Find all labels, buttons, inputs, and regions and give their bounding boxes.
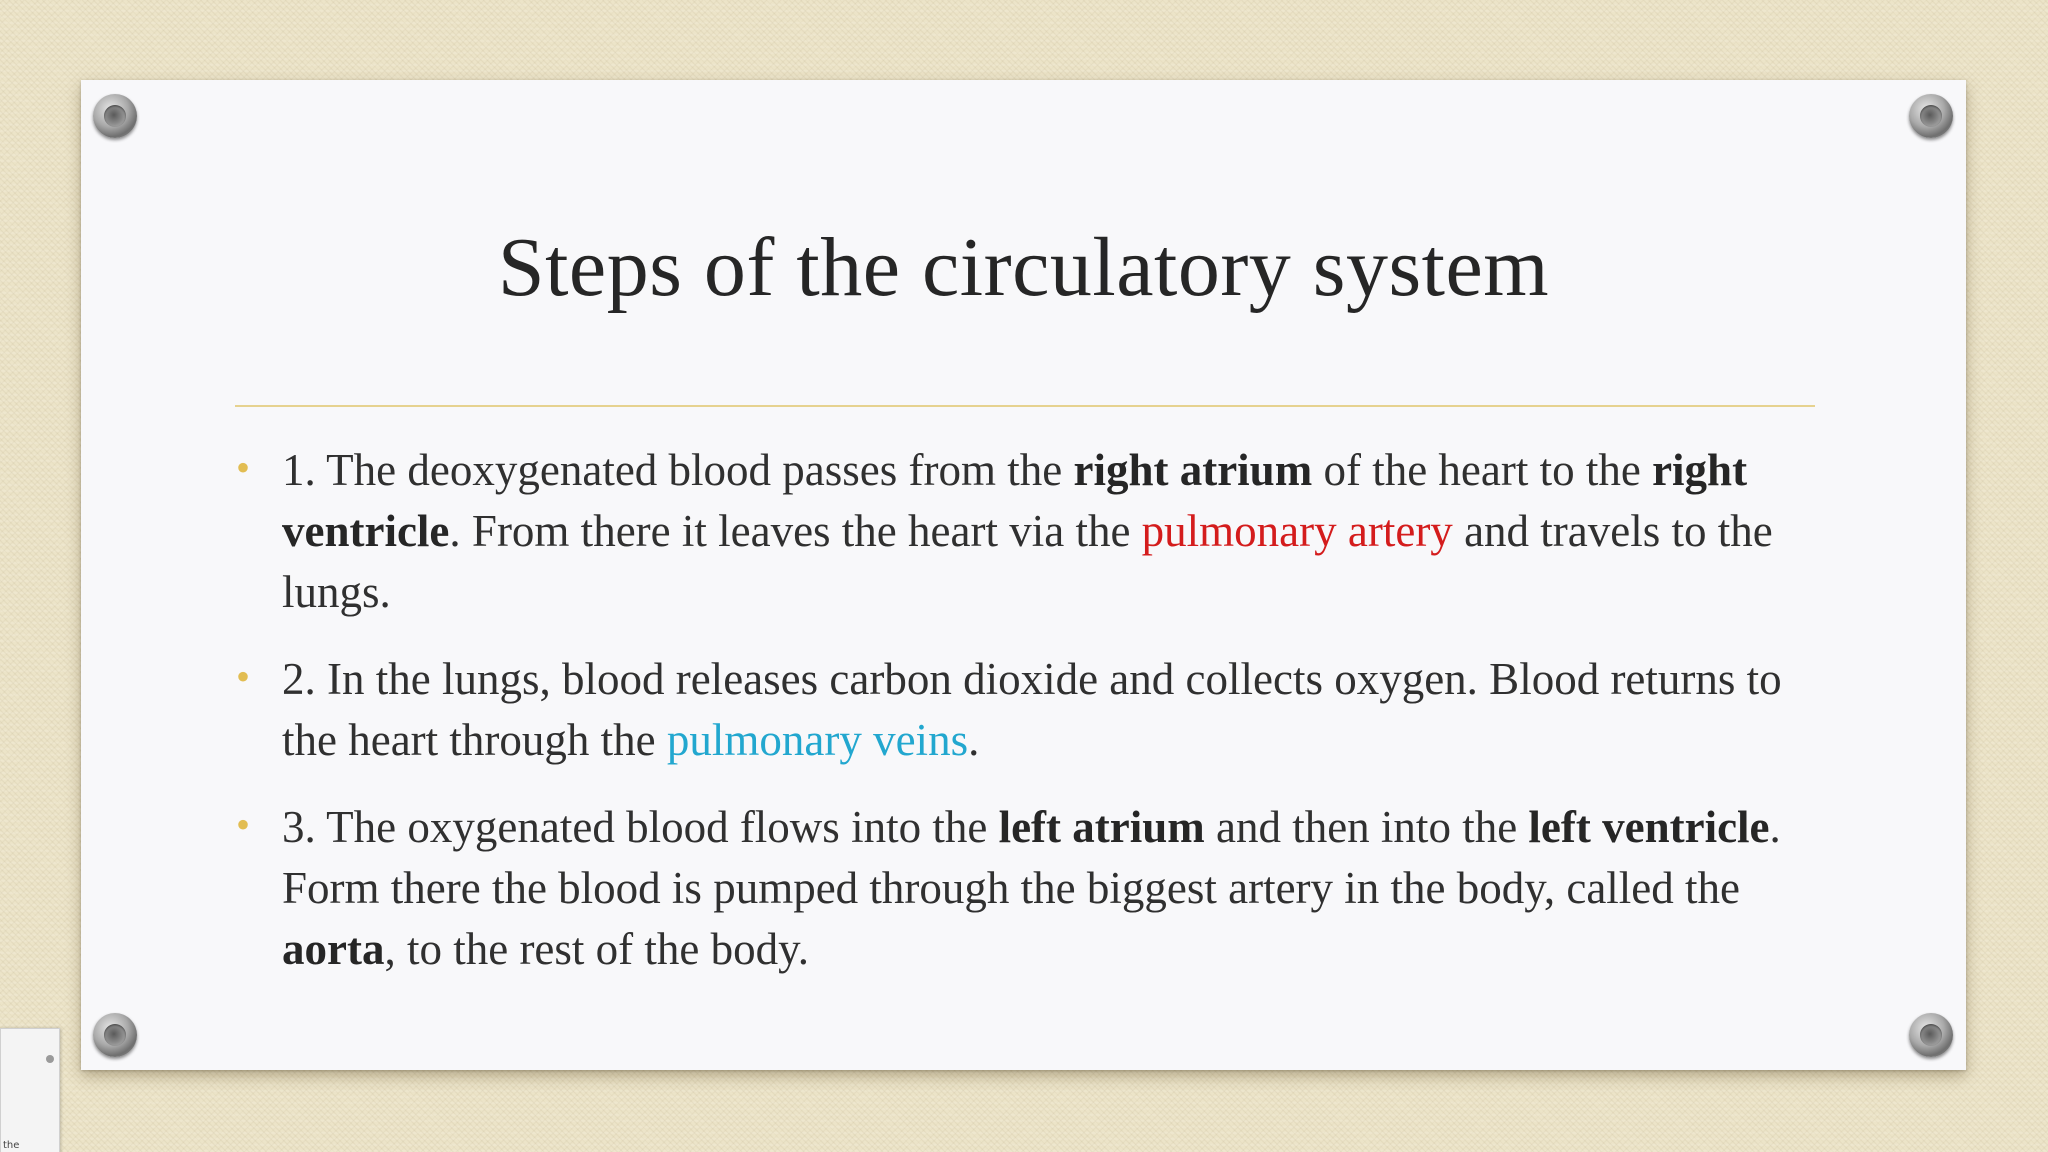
grommet-icon bbox=[1909, 1013, 1953, 1057]
term-right-atrium: right atrium bbox=[1073, 445, 1313, 495]
bullet-item-3 bbox=[236, 797, 1836, 980]
grommet-icon bbox=[1909, 94, 1953, 138]
bullet-marker-icon: • bbox=[236, 445, 251, 490]
thumbnail-label: the bbox=[3, 1140, 20, 1151]
text-segment: 2. In the lungs, blood releases carbon dioxide and collects oxygen. Blood returns to the heart through the bbox=[282, 654, 1782, 765]
term-pulmonary-veins: pulmonary veins bbox=[666, 715, 969, 765]
term-left-ventricle: left ventricle bbox=[1528, 802, 1770, 852]
term-left-atrium: left atrium bbox=[998, 802, 1205, 852]
term-pulmonary-artery: pulmonary artery bbox=[1141, 506, 1453, 556]
grommet-icon bbox=[93, 94, 137, 138]
text-segment: and then into the bbox=[1204, 802, 1529, 852]
term-aorta: aorta bbox=[282, 924, 385, 974]
bullet-list bbox=[236, 440, 1836, 1006]
bullet-marker-icon: • bbox=[236, 654, 251, 699]
text-segment: 3. The oxygenated blood flows into the bbox=[282, 802, 999, 852]
text-segment: and travels to the lungs. bbox=[282, 506, 1773, 617]
grommet-icon bbox=[93, 1013, 137, 1057]
slide-thumbnail[interactable] bbox=[0, 1028, 60, 1152]
bullet-marker-icon: • bbox=[236, 802, 251, 847]
text-segment: . Form there the blood is pumped through the biggest artery in the body, called the bbox=[282, 802, 1781, 913]
text-segment: of the heart to the bbox=[1312, 445, 1653, 495]
bullet-item-1 bbox=[236, 440, 1836, 623]
slide-title: Steps of the circulatory system bbox=[497, 221, 1550, 314]
term-right-ventricle: right ventricle bbox=[282, 445, 1748, 556]
bullet-item-2 bbox=[236, 649, 1836, 771]
text-segment: , to the rest of the body. bbox=[384, 924, 809, 974]
title-divider bbox=[235, 405, 1815, 407]
text-segment: 1. The deoxygenated blood passes from the bbox=[282, 445, 1074, 495]
text-segment: . From there it leaves the heart via the bbox=[449, 506, 1142, 556]
thumbnail-dot-icon bbox=[46, 1055, 54, 1063]
text-segment: . bbox=[968, 715, 980, 765]
